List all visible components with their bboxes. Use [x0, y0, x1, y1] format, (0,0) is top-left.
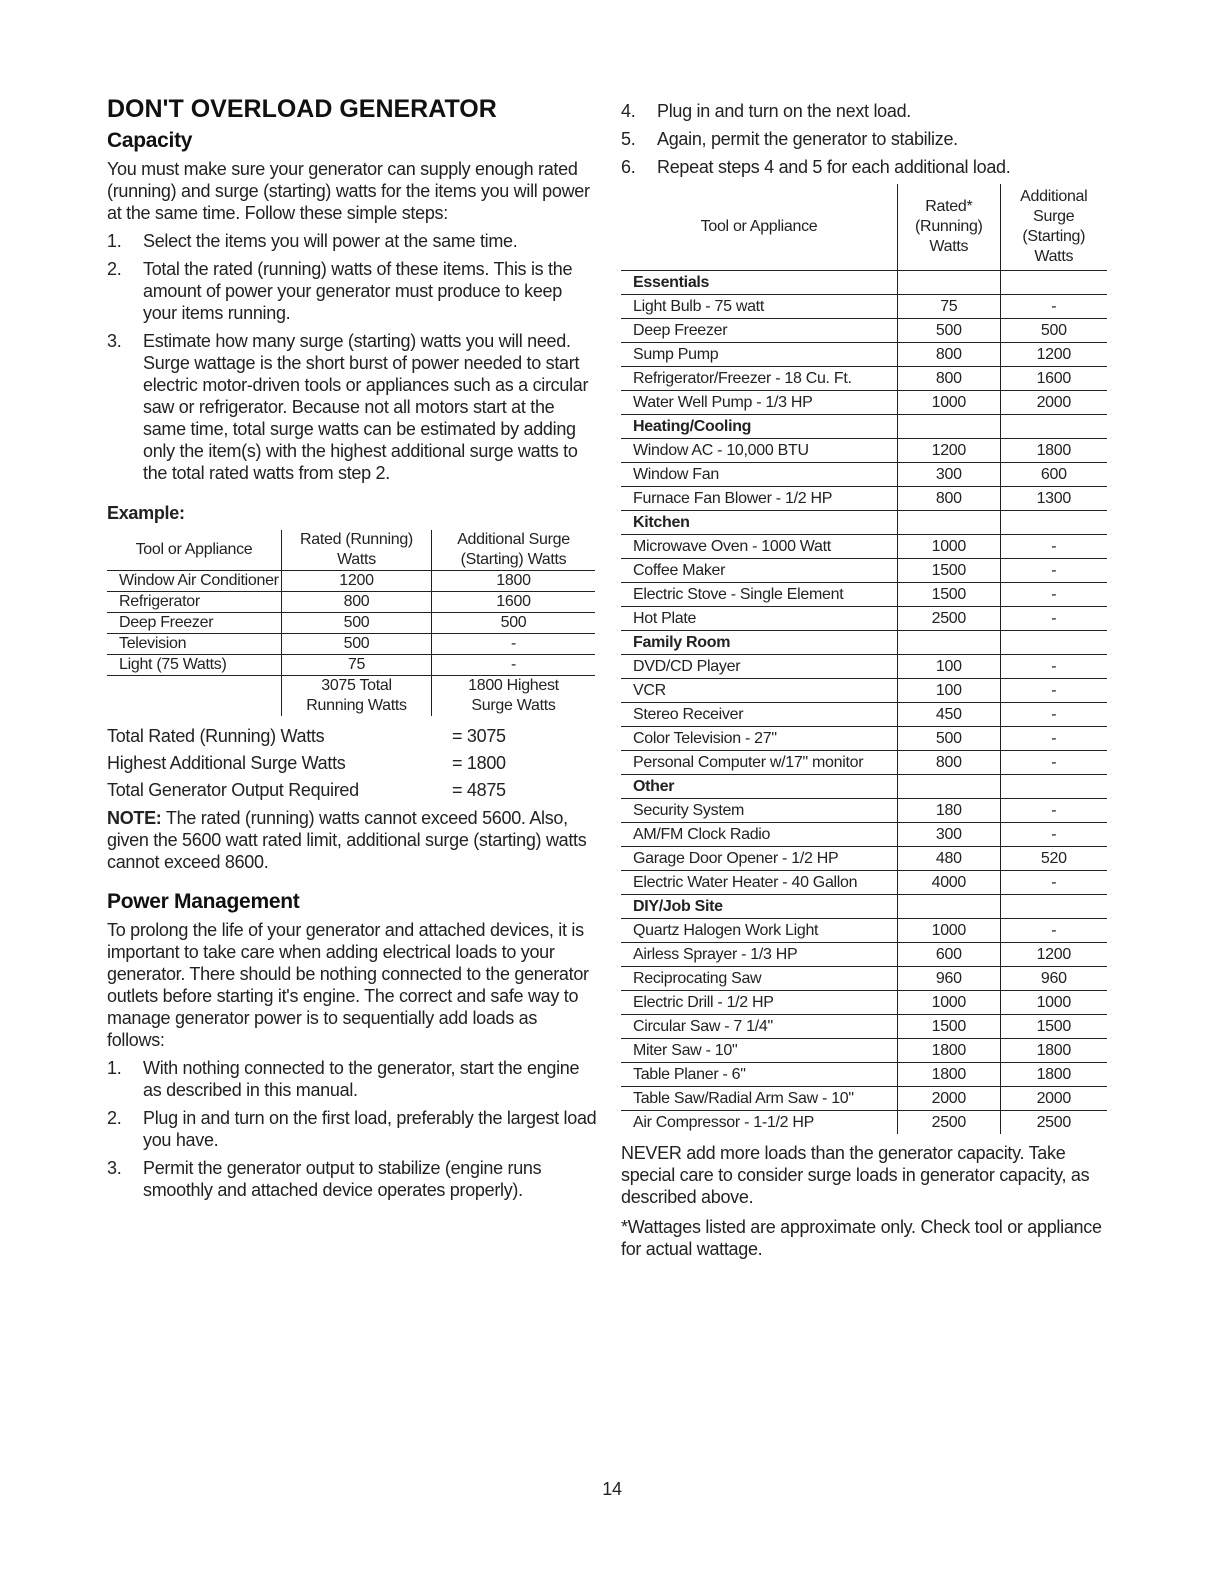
table-cell — [1000, 630, 1107, 654]
table-cell — [898, 270, 1001, 294]
table-total-cell: 3075 Total Running Watts — [282, 676, 432, 717]
table-cell: Water Well Pump - 1/3 HP — [621, 390, 898, 414]
table-row — [621, 990, 1107, 1014]
table-cell: - — [1000, 294, 1107, 318]
wattage-header-surge: Additional Surge (Starting) Watts — [1000, 184, 1107, 270]
capacity-steps — [107, 230, 597, 484]
table-total-row — [107, 676, 595, 717]
table-row — [107, 634, 595, 655]
table-cell: 180 — [898, 798, 1001, 822]
notes-section — [621, 1142, 1111, 1260]
table-cell: 100 — [898, 654, 1001, 678]
table-cell: - — [1000, 702, 1107, 726]
table-cell: 1800 — [898, 1038, 1001, 1062]
table-cell: Deep Freezer — [621, 318, 898, 342]
table-cell: Coffee Maker — [621, 558, 898, 582]
table-cell: 1500 — [898, 582, 1001, 606]
table-cell: 2500 — [1000, 1110, 1107, 1134]
table-cell: Circular Saw - 7 1/4" — [621, 1014, 898, 1038]
table-cell: 520 — [1000, 846, 1107, 870]
table-row — [621, 558, 1107, 582]
capacity-intro: You must make sure your generator can supply enough rated (running) and surge (starting) watts for the items you will power at the same time. Follow these simple steps: — [107, 159, 590, 223]
totals — [107, 722, 597, 803]
footnote: *Wattages listed are approximate only. Check tool or appliance for actual wattage. — [621, 1216, 1102, 1259]
table-cell — [898, 774, 1001, 798]
total-row: Total Generator Output Required = 4875 — [107, 779, 506, 800]
table-row — [621, 534, 1107, 558]
list-item: 3. Estimate how many surge (starting) watts you will need. Surge wattage is the short burst of power needed to start electric motor-driven tools or appliances such as a circular saw or refrigerator. Because not all motors start at the same time, total surge watts can be estimated by adding only the item(s) with the highest additional surge watts to the total rated watts from step 2. — [107, 331, 589, 483]
table-cell: - — [1000, 798, 1107, 822]
table-row — [621, 606, 1107, 630]
table-cell: 1800 — [898, 1062, 1001, 1086]
table-cell: 2500 — [898, 606, 1001, 630]
table-row — [107, 613, 595, 634]
table-cell: Light Bulb - 75 watt — [621, 294, 898, 318]
table-cell — [1000, 510, 1107, 534]
capacity-heading: Capacity — [107, 129, 193, 152]
table-cell: - — [432, 634, 596, 655]
table-cell: Microwave Oven - 1000 Watt — [621, 534, 898, 558]
wattage-header-item: Tool or Appliance — [621, 184, 898, 270]
note — [107, 807, 597, 873]
table-cell: 1200 — [282, 571, 432, 592]
table-cell: 1000 — [898, 534, 1001, 558]
table-cell: Miter Saw - 10" — [621, 1038, 898, 1062]
table-cell: 1000 — [898, 990, 1001, 1014]
table-cell: - — [1000, 606, 1107, 630]
table-cell: - — [1000, 918, 1107, 942]
table-cell: Electric Drill - 1/2 HP — [621, 990, 898, 1014]
table-cell: 1500 — [898, 558, 1001, 582]
table-cell: 1300 — [1000, 486, 1107, 510]
table-cell: 500 — [1000, 318, 1107, 342]
table-cell: 300 — [898, 822, 1001, 846]
table-row — [107, 571, 595, 592]
table-cell: AM/FM Clock Radio — [621, 822, 898, 846]
table-cell: 2000 — [1000, 390, 1107, 414]
table-cell — [1000, 894, 1107, 918]
table-cell: 500 — [898, 726, 1001, 750]
table-cell: DIY/Job Site — [621, 894, 898, 918]
example-label: Example: — [107, 503, 185, 523]
category-row — [621, 630, 1107, 654]
table-cell: 600 — [898, 942, 1001, 966]
table-cell: 800 — [898, 750, 1001, 774]
table-cell: Light (75 Watts) — [107, 655, 282, 676]
table-cell: Window AC - 10,000 BTU — [621, 438, 898, 462]
list-item: 6. Repeat steps 4 and 5 for each additional load. — [621, 157, 1011, 177]
table-cell: 600 — [1000, 462, 1107, 486]
table-cell: Stereo Receiver — [621, 702, 898, 726]
table-cell — [1000, 270, 1107, 294]
table-cell — [898, 630, 1001, 654]
category-row — [621, 510, 1107, 534]
list-item: 4. Plug in and turn on the next load. — [621, 101, 911, 121]
table-total-cell: 1800 Highest Surge Watts — [432, 676, 596, 717]
table-cell: Table Planer - 6" — [621, 1062, 898, 1086]
table-cell: VCR — [621, 678, 898, 702]
table-cell: 800 — [898, 342, 1001, 366]
table-cell: 1800 — [432, 571, 596, 592]
table-row — [621, 750, 1107, 774]
table-cell — [1000, 774, 1107, 798]
table-cell: 1800 — [1000, 1062, 1107, 1086]
table-cell: Furnace Fan Blower - 1/2 HP — [621, 486, 898, 510]
table-cell: Sump Pump — [621, 342, 898, 366]
table-cell: 1600 — [1000, 366, 1107, 390]
table-cell: - — [1000, 870, 1107, 894]
table-cell: Family Room — [621, 630, 898, 654]
table-cell: Essentials — [621, 270, 898, 294]
table-cell: 1800 — [1000, 1038, 1107, 1062]
table-cell: - — [1000, 534, 1107, 558]
table-cell: Personal Computer w/17" monitor — [621, 750, 898, 774]
table-cell: Heating/Cooling — [621, 414, 898, 438]
table-cell: - — [432, 655, 596, 676]
table-cell: 2000 — [898, 1086, 1001, 1110]
table-cell: 500 — [898, 318, 1001, 342]
table-row — [621, 438, 1107, 462]
table-cell: Color Television - 27" — [621, 726, 898, 750]
table-cell: 500 — [282, 634, 432, 655]
table-row — [621, 1110, 1107, 1134]
table-row — [621, 1038, 1107, 1062]
table-cell: DVD/CD Player — [621, 654, 898, 678]
table-row — [621, 582, 1107, 606]
total-row: Total Rated (Running) Watts = 3075 — [107, 725, 506, 746]
table-row — [621, 462, 1107, 486]
page-title: DON'T OVERLOAD GENERATOR — [107, 95, 497, 123]
table-cell: Window Fan — [621, 462, 898, 486]
table-row — [621, 486, 1107, 510]
table-row — [621, 654, 1107, 678]
table-row — [621, 1062, 1107, 1086]
table-row — [107, 655, 595, 676]
table-cell: 75 — [282, 655, 432, 676]
power-management-heading: Power Management — [107, 890, 300, 913]
wattage-header-rated: Rated* (Running) Watts — [898, 184, 1001, 270]
total-row: Highest Additional Surge Watts = 1800 — [107, 752, 506, 773]
table-cell: 480 — [898, 846, 1001, 870]
table-row — [621, 702, 1107, 726]
table-cell: - — [1000, 558, 1107, 582]
list-item: 5. Again, permit the generator to stabilize. — [621, 129, 958, 149]
table-cell: 960 — [898, 966, 1001, 990]
category-row — [621, 894, 1107, 918]
table-cell: Kitchen — [621, 510, 898, 534]
list-item: 1. With nothing connected to the generator, start the engine as described in this manual. — [107, 1058, 580, 1100]
table-cell: - — [1000, 582, 1107, 606]
table-cell: - — [1000, 678, 1107, 702]
continued-steps — [621, 100, 1111, 178]
table-row — [621, 966, 1107, 990]
table-cell: - — [1000, 822, 1107, 846]
table-cell: 2500 — [898, 1110, 1001, 1134]
list-item: 2. Total the rated (running) watts of these items. This is the amount of power your generator must produce to keep your items running. — [107, 259, 573, 323]
table-cell — [898, 414, 1001, 438]
table-cell: Hot Plate — [621, 606, 898, 630]
table-cell: 1200 — [1000, 342, 1107, 366]
table-cell: 1000 — [1000, 990, 1107, 1014]
table-cell: Window Air Conditioner — [107, 571, 282, 592]
left-column — [107, 95, 597, 1207]
table-row — [621, 870, 1107, 894]
table-cell: Deep Freezer — [107, 613, 282, 634]
table-cell: 4000 — [898, 870, 1001, 894]
table-row — [621, 918, 1107, 942]
table-row — [621, 294, 1107, 318]
table-cell: Other — [621, 774, 898, 798]
example-table — [107, 530, 595, 716]
table-cell: 500 — [282, 613, 432, 634]
table-cell: Refrigerator — [107, 592, 282, 613]
table-cell: 300 — [898, 462, 1001, 486]
table-cell: Quartz Halogen Work Light — [621, 918, 898, 942]
table-cell: Garage Door Opener - 1/2 HP — [621, 846, 898, 870]
table-cell: 2000 — [1000, 1086, 1107, 1110]
example-header-surge: Additional Surge (Starting) Watts — [432, 530, 596, 571]
note-label: NOTE: — [107, 808, 162, 828]
table-row — [621, 942, 1107, 966]
list-item: 2. Plug in and turn on the first load, preferably the largest load you have. — [107, 1108, 597, 1150]
category-row — [621, 414, 1107, 438]
table-row — [621, 726, 1107, 750]
category-row — [621, 270, 1107, 294]
table-row — [621, 366, 1107, 390]
table-row — [621, 1086, 1107, 1110]
power-management-intro: To prolong the life of your generator and attached devices, it is important to take care when adding electrical loads to your generator. There should be nothing connected to the generator outlets before starting it's engine. The correct and safe way to manage generator power is to sequentially add loads as follows: — [107, 920, 589, 1050]
table-cell: 800 — [282, 592, 432, 613]
table-cell: 75 — [898, 294, 1001, 318]
table-cell: 450 — [898, 702, 1001, 726]
table-cell: 500 — [432, 613, 596, 634]
table-row — [621, 1014, 1107, 1038]
table-row — [621, 318, 1107, 342]
table-cell: Air Compressor - 1-1/2 HP — [633, 1113, 814, 1131]
table-row — [621, 678, 1107, 702]
table-cell: Table Saw/Radial Arm Saw - 10" — [621, 1086, 898, 1110]
table-cell: 960 — [1000, 966, 1107, 990]
table-cell: - — [1000, 726, 1107, 750]
table-row — [621, 822, 1107, 846]
page-number: 14 — [602, 1479, 622, 1499]
table-row — [621, 846, 1107, 870]
wattage-table — [621, 184, 1107, 1134]
table-row — [621, 390, 1107, 414]
table-cell: 800 — [898, 366, 1001, 390]
table-cell: 1200 — [1000, 942, 1107, 966]
example-header-rated: Rated (Running) Watts — [282, 530, 432, 571]
table-row — [621, 342, 1107, 366]
table-cell: Electric Stove - Single Element — [621, 582, 898, 606]
table-cell: 1500 — [1000, 1014, 1107, 1038]
note-text: The rated (running) watts cannot exceed 5600. Also, given the 5600 watt rated limit, additional surge (starting) watts cannot exceed 8600. — [107, 808, 587, 872]
table-cell: Refrigerator/Freezer - 18 Cu. Ft. — [621, 366, 898, 390]
table-cell: Television — [107, 634, 282, 655]
table-row — [621, 798, 1107, 822]
list-item: 1. Select the items you will power at the same time. — [107, 231, 518, 251]
table-cell: 1800 — [1000, 438, 1107, 462]
table-cell: Electric Water Heater - 40 Gallon — [621, 870, 898, 894]
table-cell: Security System — [621, 798, 898, 822]
list-item: 3. Permit the generator output to stabilize (engine runs smoothly and attached device operates properly). — [107, 1158, 542, 1200]
table-cell — [898, 894, 1001, 918]
table-cell: 1000 — [898, 918, 1001, 942]
table-cell: 1500 — [898, 1014, 1001, 1038]
right-column — [621, 100, 1111, 1268]
never-warning: NEVER add more loads than the generator capacity. Take special care to consider surge loads in generator capacity, as described above. — [621, 1142, 1090, 1207]
table-cell: Airless Sprayer - 1/3 HP — [621, 942, 898, 966]
table-cell: 1000 — [898, 390, 1001, 414]
table-cell — [1000, 414, 1107, 438]
table-row — [107, 592, 595, 613]
example-header-item: Tool or Appliance — [107, 530, 282, 571]
power-management-steps — [107, 1057, 597, 1201]
table-cell: 1600 — [432, 592, 596, 613]
table-cell: 1200 — [898, 438, 1001, 462]
category-row — [621, 774, 1107, 798]
table-cell: 100 — [898, 678, 1001, 702]
table-cell — [898, 510, 1001, 534]
table-cell: 800 — [898, 486, 1001, 510]
table-cell: - — [1000, 654, 1107, 678]
table-cell: Reciprocating Saw — [621, 966, 898, 990]
table-cell: - — [1000, 750, 1107, 774]
